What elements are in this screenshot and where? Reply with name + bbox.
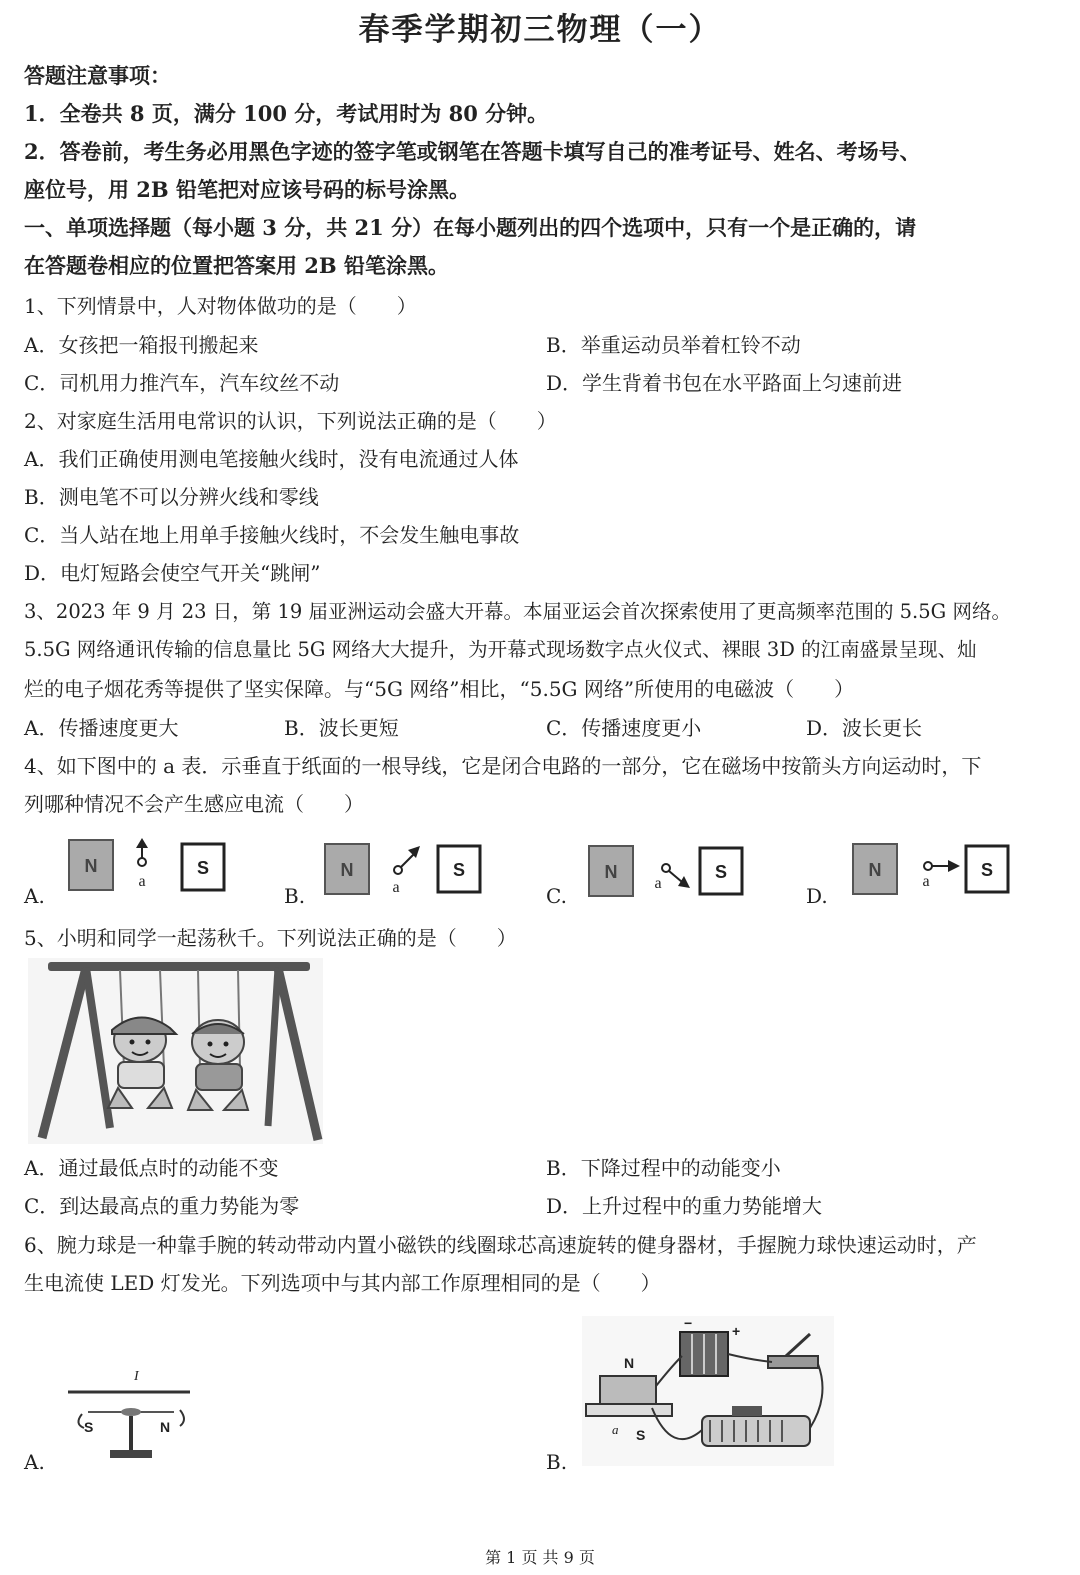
svg-text:a: a: [138, 873, 146, 890]
svg-text:a: a: [922, 873, 930, 890]
q6-figure-b-circuit: [582, 1316, 834, 1466]
svg-text:a: a: [612, 1422, 619, 1437]
q1-option-a: A．女孩把一箱报刊搬起来: [24, 333, 259, 357]
q4-stem-line2: 列哪种情况不会产生感应电流（ ）: [24, 792, 364, 816]
q2-option-a: A．我们正确使用测电笔接触火线时，没有电流通过人体: [24, 447, 519, 471]
q5-stem: 5、小明和同学一起荡秋千。下列说法正确的是（ ）: [24, 926, 517, 950]
svg-text:S: S: [452, 860, 466, 880]
q4-figure-a: [66, 836, 236, 900]
q6-option-a-label: A.: [24, 1450, 45, 1474]
q3-stem-line3: 烂的电子烟花秀等提供了坚实保障。与“5G 网络”相比，“5.5G 网络”所使用的电磁波（ ）: [24, 677, 855, 701]
svg-text:N: N: [604, 862, 618, 882]
q3-option-a: A．传播速度更大: [24, 716, 179, 740]
svg-text:N: N: [160, 1419, 171, 1435]
svg-text:N: N: [84, 856, 98, 876]
svg-text:a: a: [392, 879, 400, 896]
q2-stem: 2、对家庭生活用电常识的认识，下列说法正确的是（ ）: [24, 409, 557, 433]
svg-text:S: S: [980, 860, 994, 880]
section1-heading-line1: 一、单项选择题（每小题 3 分，共 21 分）在每小题列出的四个选项中，只有一个是正确的，请: [24, 215, 917, 240]
note-1: 1．全卷共 8 页，满分 100 分，考试用时为 80 分钟。: [24, 101, 549, 126]
q3-stem-line2: 5.5G 网络通讯传输的信息量比 5G 网络大大提升，为开幕式现场数字点火仪式、裸眼 3D 的江南盛景呈现、灿: [24, 638, 977, 661]
notes-heading: 答题注意事项：: [24, 63, 171, 88]
q3-option-d: D．波长更长: [806, 716, 923, 740]
note-2-line1: 2．答卷前，考生务必用黑色字迹的签字笔或钢笔在答题卡填写自己的准考证号、姓名、考场号、: [24, 139, 921, 164]
section1-heading-line2: 在答题卷相应的位置把答案用 2B 铅笔涂黑。: [24, 253, 449, 278]
svg-text:N: N: [868, 860, 882, 880]
q4-option-a-label: A.: [24, 884, 45, 908]
svg-text:I: I: [134, 1369, 139, 1384]
q4-figure-c: [586, 840, 756, 904]
svg-text:N: N: [340, 860, 354, 880]
svg-text:S: S: [714, 862, 728, 882]
q4-stem-line1: 4、如下图中的 a 表．示垂直于纸面的一根导线，它是闭合电路的一部分，它在磁场中按箭头方向运动时，下: [24, 754, 982, 778]
q1-stem: 1、下列情景中，人对物体做功的是（ ）: [24, 294, 417, 318]
q5-option-b: B．下降过程中的动能变小: [546, 1156, 781, 1180]
q6-figure-a-oersted: [64, 1362, 194, 1467]
page-title: 春季学期初三物理（一）: [358, 12, 722, 48]
q1-option-d: D．学生背着书包在水平路面上匀速前进: [546, 371, 903, 395]
q3-option-c: C．传播速度更小: [546, 716, 702, 740]
q4-option-d-label: D.: [806, 884, 828, 908]
q6-option-b-label: B.: [546, 1450, 568, 1474]
q3-stem-line1: 3、2023 年 9 月 23 日，第 19 届亚洲运动会盛大开幕。本届亚运会首次探索使用了更高频率范围的 5.5G 网络。: [24, 600, 1011, 623]
q1-option-c: C．司机用力推汽车，汽车纹丝不动: [24, 371, 340, 395]
q2-option-c: C．当人站在地上用单手接触火线时，不会发生触电事故: [24, 523, 520, 547]
q2-option-b: B．测电笔不可以分辨火线和零线: [24, 485, 319, 509]
svg-text:−: −: [684, 1316, 693, 1331]
q5-option-c: C．到达最高点的重力势能为零: [24, 1194, 300, 1218]
swing-illustration: [28, 958, 323, 1144]
q6-stem-line1: 6、腕力球是一种靠手腕的转动带动内置小磁铁的线圈球芯高速旋转的健身器材，手握腕力球快速运动时，产: [24, 1233, 977, 1257]
svg-text:N: N: [624, 1355, 635, 1371]
svg-text:+: +: [732, 1323, 741, 1339]
q1-option-b: B．举重运动员举着杠铃不动: [546, 333, 801, 357]
note-2-line2: 座位号，用 2B 铅笔把对应该号码的标号涂黑。: [24, 177, 470, 202]
q4-figure-b: [322, 838, 492, 902]
svg-text:a: a: [654, 875, 662, 892]
svg-text:S: S: [196, 858, 210, 878]
q2-option-d: D．电灯短路会使空气开关“跳闸”: [24, 561, 321, 585]
page-footer: 第 1 页 共 9 页: [485, 1548, 595, 1567]
q3-option-b: B．波长更短: [284, 716, 399, 740]
q4-option-c-label: C.: [546, 884, 567, 908]
q5-option-a: A．通过最低点时的动能不变: [24, 1156, 279, 1180]
svg-text:S: S: [84, 1419, 94, 1435]
q5-option-d: D．上升过程中的重力势能增大: [546, 1194, 823, 1218]
svg-text:S: S: [636, 1427, 646, 1443]
q4-figure-d: [850, 838, 1020, 902]
q6-stem-line2: 生电流使 LED 灯发光。下列选项中与其内部工作原理相同的是（ ）: [24, 1271, 661, 1295]
q4-option-b-label: B.: [284, 884, 306, 908]
